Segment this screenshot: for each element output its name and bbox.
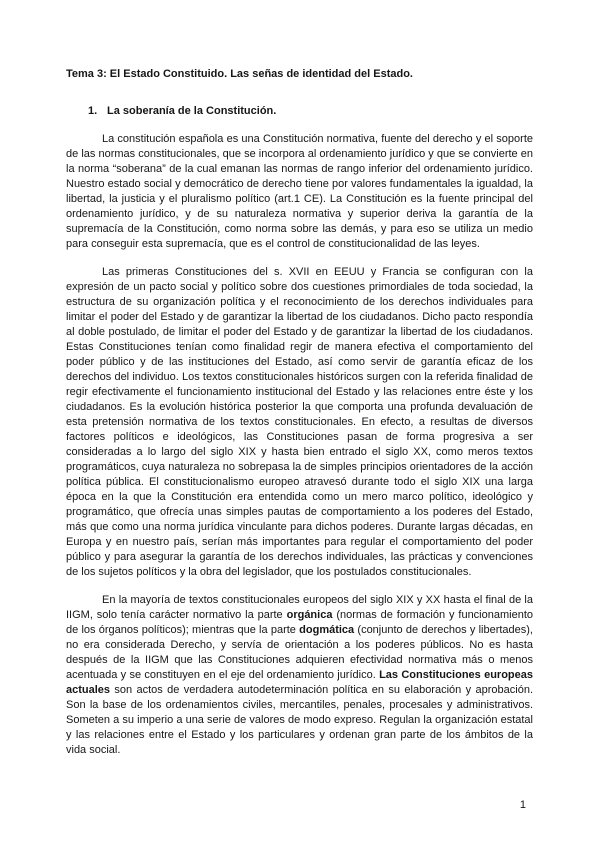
text-run: En la mayoría de textos constitucionales europeos del siglo XIX y XX hasta el final de la IIGM, solo tenía carácter normativo la parte	[66, 594, 533, 621]
paragraph	[66, 265, 533, 580]
page-number: 1	[519, 799, 526, 811]
section-number: 1.	[88, 105, 98, 117]
text-run: Las Constituciones europeas actuales	[66, 669, 533, 696]
section-heading	[66, 104, 533, 119]
paragraphs-container	[66, 132, 533, 758]
text-run: Las primeras Constituciones del s. XVII en EEUU y Francia se configuran con la expresión de un pacto social y político sobre dos cuestiones primordiales de toda sociedad, la estructura de su organización política y el reconocimiento de los derechos individuales para limitar el poder del Estado y de garantizar la libertad de los ciudadanos. Dicho pacto respondía al doble postulado, de limitar el poder del Estado y de garantizar la libertad de los ciudadanos. Estas Constituciones tenían como finalidad regir de manera efectiva el comportamiento del poder público y de las instituciones del Estado, así como servir de garantía eficaz de los derechos del individuo. Los textos constitucionales históricos surgen con la referida finalidad de regir efectivamente el funcionamiento institucional del Estado y las relaciones entre éste y los ciudadanos. Es la evolución histórica posterior la que comporta una profunda devaluación de esta pretensión normativa de los textos constitucionales. En efecto, a resultas de diversos factores políticos e ideológicos, las Constituciones pasan de forma progresiva a ser consideradas a lo largo del siglo XIX y hasta bien entrado el siglo XX, como meros textos programáticos, cuya naturaleza no sobrepasa la de simples principios orientadores de la acción política pública. El constitucionalismo europeo atravesó durante todo el siglo XIX una larga época en la que la Constitución era entendida como un mero marco político, ideológico y programático, que ofrecía unas simples pautas de comportamiento a los poderes del Estado, más que como una norma jurídica vinculante para dichos poderes. Durante largas décadas, en Europa y en nuestro país, serían más importantes para regular el comportamiento del poder público y para asegurar la garantía de los derechos individuales, las prácticas y convenciones de los sujetos políticos y la obra del legislador, que los postulados constitucionales.	[66, 266, 533, 578]
section-heading-text: La soberanía de la Constitución.	[107, 105, 277, 117]
document-title: Tema 3: El Estado Constituido. Las señas de identidad del Estado.	[66, 68, 413, 80]
paragraph	[66, 593, 533, 758]
paragraph	[66, 132, 533, 252]
text-run: son actos de verdadera autodeterminación política en su elaboración y aprobación. Son la base de los ordenamientos civiles, mercantiles, penales, procesales y administrativos. Someten a su imperio a una serie de valores de modo expreso. Regulan la organización estatal y las relaciones entre el Estado y los particulares y ordenan gran parte de los ámbitos de la vida social.	[66, 684, 533, 756]
text-run: (normas de formación y funcionamiento de los órganos políticos); mientras que la parte	[66, 609, 533, 636]
text-run: (conjunto de derechos y libertades), no era considerada Derecho, y servía de orientación a los poderes públicos. No es hasta después de la IIGM que las Constituciones adquieren efectividad normativa más o menos acentuada y se constituyen en el eje del ordenamiento jurídico.	[66, 624, 533, 681]
text-run: orgánica	[286, 609, 333, 621]
text-run: dogmática	[299, 624, 355, 636]
text-run: La constitución española es una Constitución normativa, fuente del derecho y el soporte de las normas constitucionales, que se incorpora al ordenamiento jurídico y que se convierte en la norma “soberana” de la cual emanan las normas de rango inferior del ordenamiento jurídico. Nuestro estado social y democrático de derecho tiene por valores fundamentales la igualdad, la libertad, la justicia y el pluralismo político (art.1 CE). La Constitución es la fuente principal del ordenamiento jurídico, y de su naturaleza normativa y superior deriva la garantía de la supremacía de la Constitución, como norma sobre las demás, y para eso se utiliza un medio para conseguir esta supremacía, que es el control de constitucionalidad de las leyes.	[66, 133, 533, 250]
